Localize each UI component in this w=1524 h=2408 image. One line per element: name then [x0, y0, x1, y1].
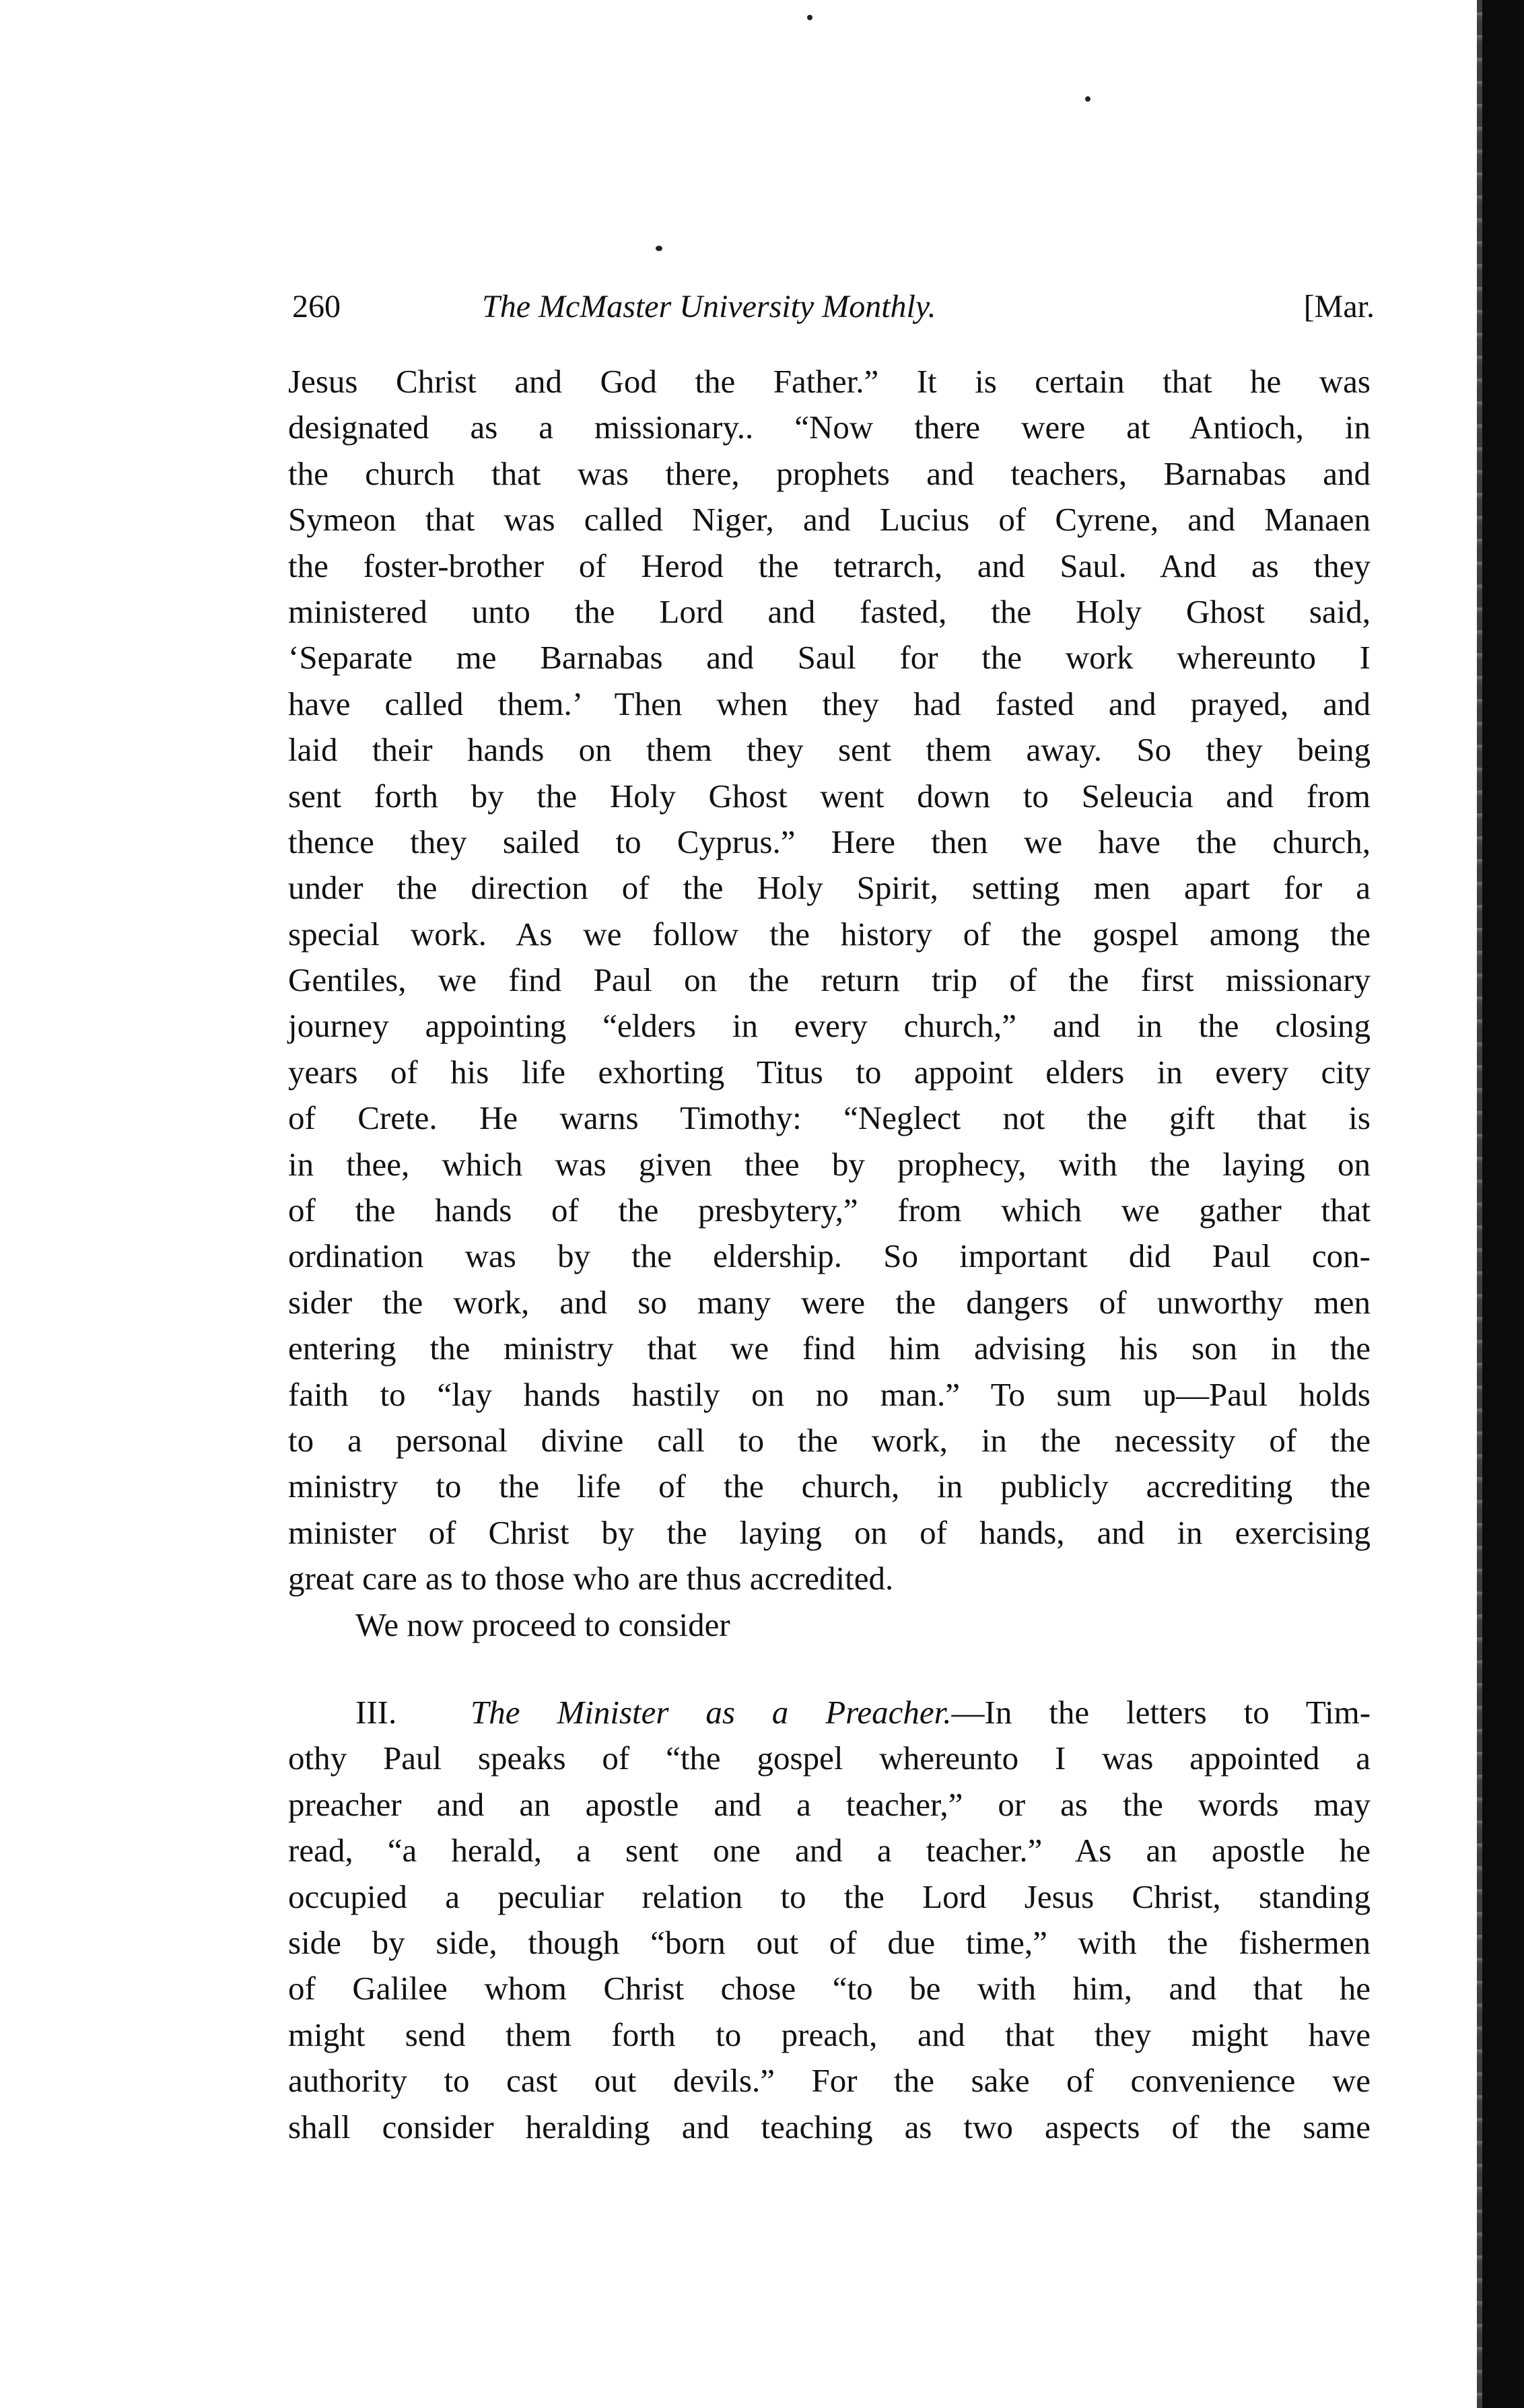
transition-line: We now proceed to consider: [355, 1606, 730, 1643]
text-line: have called them.’ Then when they had fasted and prayed, and: [288, 685, 1371, 722]
text-line: Symeon that was called Niger, and Lucius of Cyrene, and Manaen: [288, 501, 1371, 539]
text-line: of Galilee whom Christ chose “to be with him, and that he: [288, 1970, 1371, 2007]
text-line: laid their hands on them they sent them away. So they being: [288, 731, 1371, 769]
text-line: occupied a peculiar relation to the Lord Jesus Christ, standing: [288, 1878, 1371, 1915]
text-line: of the hands of the presbytery,” from which we gather that: [288, 1192, 1371, 1229]
text-line: special work. As we follow the history of the gospel among the: [288, 915, 1371, 953]
text-line: entering the ministry that we find him advising his son in the: [288, 1330, 1371, 1367]
text-line: years of his life exhorting Titus to appoint elders in every city: [288, 1053, 1371, 1091]
text-line: of Crete. He warns Timothy: “Neglect not the gift that is: [288, 1099, 1371, 1137]
text-line: preacher and an apostle and a teacher,” or as the words may: [288, 1785, 1371, 1823]
text-line: in thee, which was given thee by prophecy, with the laying on: [288, 1145, 1371, 1183]
text-line: Gentiles, we find Paul on the return trip of the first missionary: [288, 961, 1371, 999]
text-line: to a personal divine call to the work, in the necessity of the: [288, 1421, 1371, 1459]
text-line: sent forth by the Holy Ghost went down to Seleucia and from: [288, 777, 1371, 815]
text-line: shall consider heralding and teaching as two aspects of the same: [288, 2108, 1371, 2145]
scan-speck: [1085, 96, 1090, 102]
text-line: designated as a missionary.. “Now there were at Antioch, in: [288, 409, 1371, 446]
text-line: under the direction of the Holy Spirit, setting men apart for a: [288, 869, 1371, 907]
page-number: 260: [292, 289, 341, 324]
text-line: thence they sailed to Cyprus.” Here then we have the church,: [288, 823, 1371, 860]
text-line: side by side, though “born out of due time,” with the fishermen: [288, 1923, 1371, 1961]
text-line: othy Paul speaks of “the gospel whereunto I was appointed a: [288, 1740, 1371, 1777]
section-heading-line: [288, 1690, 1371, 1735]
text-line: read, “a herald, a sent one and a teacher.” As an apostle he: [288, 1832, 1371, 1869]
running-header: [292, 288, 1375, 342]
running-title: The McMaster University Monthly.: [482, 289, 936, 324]
text-line: faith to “lay hands hastily on no man.” To sum up—Paul holds: [288, 1375, 1371, 1413]
section-iii: [288, 1690, 1371, 2150]
text-line: great care as to those who are thus accredited.: [288, 1560, 894, 1597]
section-title: The Minister as a Preacher.: [471, 1694, 952, 1731]
text-line: the foster-brother of Herod the tetrarch, and Saul. And as they: [288, 547, 1371, 584]
body-text: [288, 359, 1371, 1648]
text-line: authority to cast out devils.” For the sake of convenience we: [288, 2062, 1371, 2100]
section-first-line-rest: —In the letters to Tim-: [951, 1694, 1371, 1731]
text-line: might send them forth to preach, and that they might have: [288, 2016, 1371, 2053]
text-line: journey appointing “elders in every church,” and in the closing: [288, 1007, 1371, 1045]
text-line: sider the work, and so many were the dangers of unworthy men: [288, 1283, 1371, 1321]
text-line: the church that was there, prophets and teachers, Barnabas and: [288, 454, 1371, 492]
scan-speck: [807, 15, 812, 20]
text-line: ordination was by the eldership. So important did Paul con-: [288, 1237, 1371, 1275]
running-date: [Mar.: [1303, 289, 1375, 324]
text-line: ministered unto the Lord and fasted, the Holy Ghost said,: [288, 592, 1371, 630]
text-line: ministry to the life of the church, in publicly accrediting the: [288, 1468, 1371, 1505]
text-line: minister of Christ by the laying on of hands, and in exercising: [288, 1513, 1371, 1551]
scan-speck: [656, 246, 662, 251]
text-line: Jesus Christ and God the Father.” It is certain that he was: [288, 363, 1371, 400]
text-line: ‘Separate me Barnabas and Saul for the work whereunto I: [288, 639, 1371, 677]
section-numeral: III.: [355, 1694, 397, 1731]
page-binding-edge: [1482, 0, 1524, 2408]
